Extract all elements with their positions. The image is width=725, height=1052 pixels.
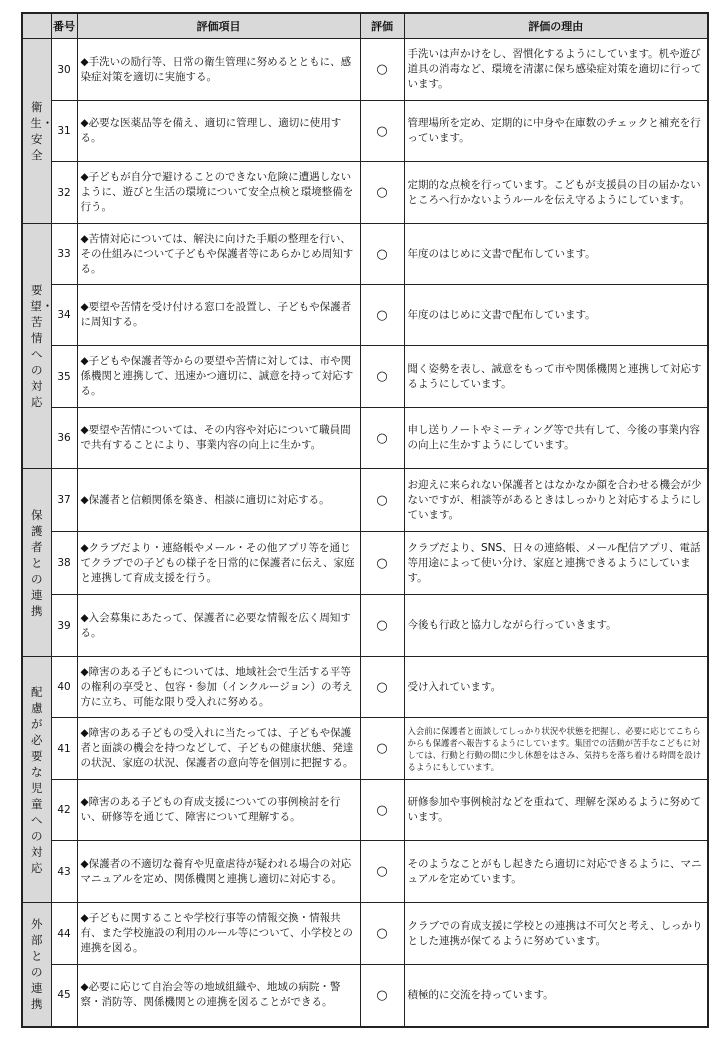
evaluation-item: ◆苦情対応については、解決に向けた手順の整理を行い、その仕組みについて子どもや保護者等にあらかじめ周知する。 [77,224,360,285]
header-reason: 評価の理由 [404,13,708,39]
table-row [22,532,708,595]
row-number: 31 [51,101,77,162]
row-number: 44 [51,903,77,965]
row-number: 36 [51,408,77,469]
rating-mark: ○ [360,595,404,657]
category-cell [22,903,51,1027]
category-label: 外部との連携 [31,917,43,1012]
header-category [22,13,51,39]
rating-mark: ○ [360,285,404,346]
row-number: 39 [51,595,77,657]
evaluation-reason: 年度のはじめに文書で配布しています。 [404,224,708,285]
evaluation-reason: そのようなことがもし起きたら適切に対応できるように、マニュアルを定めています。 [404,841,708,903]
row-number: 30 [51,39,77,101]
rating-mark: ○ [360,657,404,718]
evaluation-reason: お迎えに来られない保護者とはなかなか顔を合わせる機会が少ないですが、相談等があるときはしっかりと対応するようにしています。 [404,469,708,532]
table-row [22,408,708,469]
table-row [22,224,708,285]
evaluation-item: ◆子どもが自分で避けることのできない危険に遭遇しないように、遊びと生活の環境について安全点検と環境整備を行う。 [77,162,360,224]
table-row [22,903,708,965]
header-rating: 評価 [360,13,404,39]
row-number: 35 [51,346,77,408]
evaluation-item: ◆保護者と信頼関係を築き、相談に適切に対応する。 [77,469,360,532]
rating-mark: ○ [360,162,404,224]
category-label: 保護者との連携 [31,507,43,618]
table-row [22,965,708,1027]
rating-mark: ○ [360,841,404,903]
row-number: 34 [51,285,77,346]
row-number: 32 [51,162,77,224]
evaluation-item: ◆入会募集にあたって、保護者に必要な情報を広く周知する。 [77,595,360,657]
table-row [22,101,708,162]
header-row [22,13,708,39]
category-label: 要望・苦情への対応 [30,283,54,409]
evaluation-item: ◆障害のある子どもの受入れに当たっては、子どもや保護者と面談の機会を持つなどして、子どもの健康状態、発達の状況、家庭の状況、保護者の意向等を個別に把握する。 [77,718,360,780]
evaluation-reason: クラブだより、SNS、日々の連絡帳、メール配信アプリ、電話等用途によって使い分け、家庭と連携できるようにしています。 [404,532,708,595]
row-number: 43 [51,841,77,903]
table-row [22,595,708,657]
table-row [22,841,708,903]
table-row [22,780,708,841]
rating-mark: ○ [360,224,404,285]
table-row [22,162,708,224]
evaluation-reason: クラブでの育成支援に学校との連携は不可欠と考え、しっかりとした連携が保てるように努めています。 [404,903,708,965]
header-item: 評価項目 [77,13,360,39]
category-cell [22,39,54,224]
evaluation-reason: 定期的な点検を行っています。こどもが支援員の目の届かないところへ行かないようルールを伝え守るようにしています。 [404,162,708,224]
row-number: 40 [51,657,77,718]
rating-mark: ○ [360,718,404,780]
table-row [22,469,708,532]
evaluation-reason: 管理場所を定め、定期的に中身や在庫数のチェックと補充を行っています。 [404,101,708,162]
rating-mark: ○ [360,780,404,841]
row-number: 37 [51,469,77,532]
table-row [22,285,708,346]
rating-mark: ○ [360,346,404,408]
table-row [22,39,708,101]
rating-mark: ○ [360,532,404,595]
category-cell [22,657,51,903]
evaluation-item: ◆子どもや保護者等からの要望や苦情に対しては、市や関係機関と連携して、迅速かつ適切に、誠意を持って対応する。 [77,346,360,408]
rating-mark: ○ [360,408,404,469]
evaluation-reason: 手洗いは声かけをし、習慣化するようにしています。机や遊び道具の消毒など、環境を清潔に保ち感染症対策を適切に行っています。 [404,39,708,101]
evaluation-item: ◆手洗いの励行等、日常の衛生管理に努めるとともに、感染症対策を適切に実施する。 [77,39,360,101]
evaluation-item: ◆要望や苦情を受け付ける窓口を設置し、子どもや保護者に周知する。 [77,285,360,346]
rating-mark: ○ [360,469,404,532]
rating-mark: ○ [360,903,404,965]
category-label: 衛生・安全 [30,100,54,162]
table-row [22,657,708,718]
evaluation-item: ◆必要に応じて自治会等の地域組織や、地域の病院・警察・消防等、関係機関との連携を図ることができる。 [77,965,360,1027]
evaluation-item: ◆要望や苦情については、その内容や対応について職員間で共有することにより、事業内容の向上に生かす。 [77,408,360,469]
row-number: 33 [51,224,77,285]
header-number: 番号 [51,13,77,39]
category-cell [22,469,51,657]
evaluation-item: ◆障害のある子どもの育成支援についての事例検討を行い、研修等を通じて、障害について理解する。 [77,780,360,841]
evaluation-table [21,12,709,1028]
evaluation-item: ◆クラブだより・連絡帳やメール・その他アプリ等を通じてクラブでの子どもの様子を日常的に保護者に伝え、家庭と連携して育成支援を行う。 [77,532,360,595]
table-row [22,346,708,408]
evaluation-reason: 年度のはじめに文書で配布しています。 [404,285,708,346]
evaluation-reason: 申し送りノートやミーティング等で共有して、今後の事業内容の向上に生かすようにしています。 [404,408,708,469]
evaluation-reason: 入会前に保護者と面談してしっかり状況や状態を把握し、必要に応じてこちらからも保護者へ報告するようにしています。集団での活動が苦手なこどもに対しては、行動と行動の間に少し休憩をはさみ、気持ちを落ち着ける時間を設けるようにもしています。 [404,718,708,780]
evaluation-reason: 聞く姿勢を表し、誠意をもって市や関係機関と連携して対応するようにしています。 [404,346,708,408]
rating-mark: ○ [360,101,404,162]
category-cell [22,224,54,469]
evaluation-item: ◆保護者の不適切な養育や児童虐待が疑われる場合の対応マニュアルを定め、関係機関と連携し適切に対応する。 [77,841,360,903]
row-number: 42 [51,780,77,841]
evaluation-reason: 今後も行政と協力しながら行っていきます。 [404,595,708,657]
evaluation-item: ◆子どもに関することや学校行事等の情報交換・情報共有、また学校施設の利用のルール等について、小学校との連携を図る。 [77,903,360,965]
evaluation-item: ◆障害のある子どもについては、地域社会で生活する平等の権利の享受と、包容・参加（インクルージョン）の考え方に立ち、可能な限り受入れに努める。 [77,657,360,718]
evaluation-reason: 積極的に交流を持っています。 [404,965,708,1027]
evaluation-reason: 研修参加や事例検討などを重ねて、理解を深めるように努めています。 [404,780,708,841]
table-row [22,718,708,780]
evaluation-reason: 受け入れています。 [404,657,708,718]
evaluation-item: ◆必要な医薬品等を備え、適切に管理し、適切に使用する。 [77,101,360,162]
row-number: 38 [51,532,77,595]
rating-mark: ○ [360,39,404,101]
row-number: 45 [51,965,77,1027]
table-body [22,39,708,1027]
rating-mark: ○ [360,965,404,1027]
category-label: 配慮が必要な児童への対応 [31,684,43,875]
row-number: 41 [51,718,77,780]
